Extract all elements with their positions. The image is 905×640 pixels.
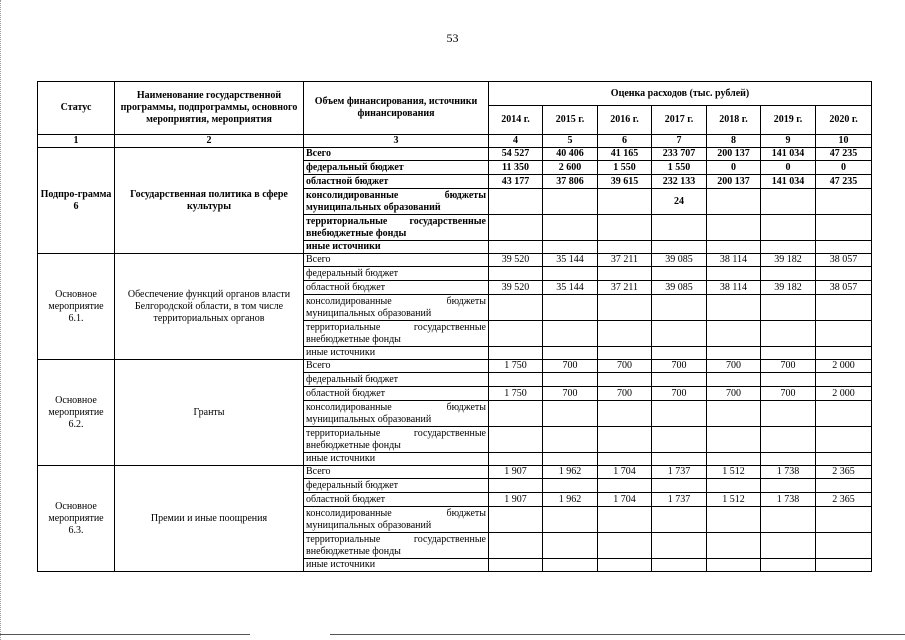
value-cell [761, 479, 816, 493]
value-cell [652, 427, 707, 453]
value-cell: 700 [598, 360, 652, 373]
value-cell [598, 401, 652, 427]
table-body [38, 148, 872, 572]
value-cell [543, 295, 598, 321]
value-cell: 35 144 [543, 254, 598, 267]
value-cell: 141 034 [761, 175, 816, 189]
value-cell: 700 [598, 387, 652, 401]
source-label-line: областной бюджет [306, 175, 389, 187]
value-cell: 47 235 [816, 148, 872, 161]
source-label-line: территориальные государственные [306, 321, 486, 333]
value-cell [816, 347, 872, 360]
value-cell: 1 738 [761, 466, 816, 479]
header-year: 2015 г. [543, 106, 598, 135]
value-cell [489, 295, 543, 321]
left-scan-edge [0, 0, 2, 640]
value-cell [598, 295, 652, 321]
source-label-line: областной бюджет [306, 281, 386, 293]
value-cell [816, 533, 872, 559]
source-label-line: территориальные государственные [306, 533, 486, 545]
value-cell: 2 000 [816, 387, 872, 401]
value-cell [543, 479, 598, 493]
col-number: 4 [489, 135, 543, 148]
source-label [304, 189, 489, 215]
value-cell [652, 241, 707, 254]
value-cell: 200 137 [707, 148, 761, 161]
source-label [304, 347, 489, 360]
source-label [304, 215, 489, 241]
source-label-line: областной бюджет [306, 493, 386, 505]
source-label-line: федеральный бюджет [306, 373, 399, 385]
value-cell [543, 321, 598, 347]
value-cell: 1 737 [652, 466, 707, 479]
table-row [38, 254, 872, 267]
value-cell [816, 479, 872, 493]
value-cell [543, 401, 598, 427]
value-cell: 39 520 [489, 254, 543, 267]
source-label-line: территориальные государственные [306, 427, 486, 439]
value-cell: 1 704 [598, 466, 652, 479]
header-year: 2019 г. [761, 106, 816, 135]
value-cell [761, 267, 816, 281]
value-cell [707, 347, 761, 360]
value-cell [489, 321, 543, 347]
col-number: 7 [652, 135, 707, 148]
header-year: 2016 г. [598, 106, 652, 135]
value-cell [489, 559, 543, 572]
value-cell: 700 [652, 360, 707, 373]
value-cell: 1 550 [598, 161, 652, 175]
value-cell [761, 189, 816, 215]
value-cell [816, 559, 872, 572]
value-cell [598, 479, 652, 493]
value-cell [652, 401, 707, 427]
value-cell [543, 533, 598, 559]
value-cell: 232 133 [652, 175, 707, 189]
row-status: Основное мероприятие 6.3. [38, 466, 115, 572]
value-cell [489, 241, 543, 254]
value-cell [761, 507, 816, 533]
value-cell [707, 241, 761, 254]
value-cell [707, 453, 761, 466]
source-label [304, 466, 489, 479]
value-cell [598, 267, 652, 281]
source-label [304, 360, 489, 373]
source-label [304, 267, 489, 281]
col-number: 3 [304, 135, 489, 148]
value-cell [707, 479, 761, 493]
value-cell: 35 144 [543, 281, 598, 295]
value-cell: 24 [652, 189, 707, 215]
value-cell: 54 527 [489, 148, 543, 161]
value-cell [761, 453, 816, 466]
table-row [38, 148, 872, 161]
value-cell [543, 189, 598, 215]
source-label-line: Всего [306, 466, 331, 477]
value-cell: 1 750 [489, 360, 543, 373]
source-label [304, 241, 489, 254]
value-cell: 1 962 [543, 493, 598, 507]
source-label-line: Всего [306, 148, 331, 159]
value-cell [816, 453, 872, 466]
header-year: 2018 г. [707, 106, 761, 135]
value-cell: 2 365 [816, 466, 872, 479]
row-name: Государственная политика в сфере культуры [115, 148, 304, 254]
col-number: 9 [761, 135, 816, 148]
value-cell: 38 114 [707, 281, 761, 295]
value-cell [761, 321, 816, 347]
value-cell [598, 241, 652, 254]
value-cell [707, 321, 761, 347]
value-cell: 700 [761, 360, 816, 373]
value-cell [816, 189, 872, 215]
value-cell [652, 373, 707, 387]
value-cell [652, 215, 707, 241]
value-cell: 47 235 [816, 175, 872, 189]
source-label-line: консолидированные бюджеты [306, 507, 486, 519]
value-cell: 0 [761, 161, 816, 175]
value-cell: 41 165 [598, 148, 652, 161]
source-label-line: муниципальных образований [306, 413, 432, 425]
source-label-line: консолидированные бюджеты [306, 295, 486, 307]
source-label-line: Всего [306, 360, 331, 371]
value-cell: 0 [707, 161, 761, 175]
value-cell [489, 267, 543, 281]
value-cell [652, 295, 707, 321]
value-cell [489, 427, 543, 453]
source-label [304, 559, 489, 572]
value-cell [816, 295, 872, 321]
value-cell: 1 550 [652, 161, 707, 175]
value-cell [816, 321, 872, 347]
source-label-line: областной бюджет [306, 387, 386, 399]
source-label [304, 373, 489, 387]
header-name: Наименование государственной программы, подпрограммы, основного мероприятия, мероприятия [115, 82, 304, 135]
value-cell [652, 507, 707, 533]
source-label-line: иные источники [306, 241, 381, 252]
value-cell [543, 267, 598, 281]
source-label [304, 281, 489, 295]
source-label [304, 453, 489, 466]
value-cell [598, 507, 652, 533]
source-label-line: муниципальных образований [306, 519, 432, 531]
value-cell: 700 [652, 387, 707, 401]
source-label-line: территориальные государственные [306, 215, 486, 227]
header-status: Статус [38, 82, 115, 135]
value-cell: 1 512 [707, 466, 761, 479]
source-label [304, 254, 489, 267]
col-number: 6 [598, 135, 652, 148]
bottom-scan-edge-left [0, 634, 250, 635]
value-cell: 39 520 [489, 281, 543, 295]
column-numbers-row [38, 135, 872, 148]
value-cell [543, 507, 598, 533]
source-label [304, 175, 489, 189]
value-cell [598, 533, 652, 559]
col-number: 1 [38, 135, 115, 148]
value-cell: 39 182 [761, 281, 816, 295]
value-cell [543, 347, 598, 360]
value-cell [761, 295, 816, 321]
value-cell [761, 373, 816, 387]
value-cell [543, 215, 598, 241]
value-cell: 43 177 [489, 175, 543, 189]
source-label [304, 148, 489, 161]
value-cell [707, 189, 761, 215]
row-name: Премии и иные поощрения [115, 466, 304, 572]
value-cell [761, 533, 816, 559]
value-cell [707, 427, 761, 453]
value-cell [598, 189, 652, 215]
value-cell [707, 507, 761, 533]
value-cell [707, 267, 761, 281]
value-cell: 1 962 [543, 466, 598, 479]
source-label [304, 161, 489, 175]
value-cell: 39 085 [652, 281, 707, 295]
value-cell [598, 321, 652, 347]
value-cell [816, 241, 872, 254]
value-cell [816, 507, 872, 533]
value-cell [489, 507, 543, 533]
table-header [38, 82, 872, 148]
value-cell [598, 215, 652, 241]
source-label-line: муниципальных образований [306, 201, 441, 213]
row-status: Основное мероприятие 6.2. [38, 360, 115, 466]
value-cell: 38 057 [816, 281, 872, 295]
value-cell [652, 533, 707, 559]
value-cell [598, 559, 652, 572]
value-cell [543, 373, 598, 387]
header-year: 2017 г. [652, 106, 707, 135]
source-label [304, 321, 489, 347]
value-cell [761, 427, 816, 453]
value-cell: 141 034 [761, 148, 816, 161]
value-cell [761, 215, 816, 241]
value-cell [707, 373, 761, 387]
header-volume: Объем финансирования, источники финансирования [304, 82, 489, 135]
value-cell [489, 453, 543, 466]
value-cell [543, 427, 598, 453]
value-cell: 700 [761, 387, 816, 401]
value-cell [652, 479, 707, 493]
col-number: 5 [543, 135, 598, 148]
value-cell: 39 085 [652, 254, 707, 267]
value-cell [489, 533, 543, 559]
value-cell: 11 350 [489, 161, 543, 175]
source-label-line: внебюджетные фонды [306, 227, 407, 239]
value-cell: 700 [707, 360, 761, 373]
value-cell: 1 907 [489, 466, 543, 479]
value-cell [816, 401, 872, 427]
value-cell [543, 241, 598, 254]
source-label-line: иные источники [306, 453, 376, 464]
value-cell [489, 479, 543, 493]
value-cell: 700 [543, 360, 598, 373]
value-cell: 39 615 [598, 175, 652, 189]
col-number: 2 [115, 135, 304, 148]
value-cell [707, 295, 761, 321]
value-cell: 1 738 [761, 493, 816, 507]
header-estimate: Оценка расходов (тыс. рублей) [489, 82, 872, 106]
source-label-line: внебюджетные фонды [306, 333, 401, 345]
value-cell [816, 215, 872, 241]
value-cell [707, 533, 761, 559]
source-label-line: федеральный бюджет [306, 161, 404, 173]
value-cell [761, 241, 816, 254]
source-label-line: внебюджетные фонды [306, 439, 401, 451]
source-label-line: федеральный бюджет [306, 479, 399, 491]
row-name: Гранты [115, 360, 304, 466]
value-cell [652, 267, 707, 281]
source-label [304, 507, 489, 533]
value-cell: 1 907 [489, 493, 543, 507]
row-name: Обеспечение функций органов власти Белгородской области, в том числе территориальных органов [115, 254, 304, 360]
source-label-line: Всего [306, 254, 331, 265]
value-cell: 2 365 [816, 493, 872, 507]
col-number: 8 [707, 135, 761, 148]
value-cell: 2 600 [543, 161, 598, 175]
source-label-line: иные источники [306, 347, 376, 358]
bottom-scan-edge-right [330, 634, 905, 635]
row-status: Основное мероприятие 6.1. [38, 254, 115, 360]
page-number: 53 [446, 31, 459, 45]
value-cell [489, 189, 543, 215]
value-cell [489, 347, 543, 360]
value-cell [598, 373, 652, 387]
value-cell [543, 559, 598, 572]
source-label-line: муниципальных образований [306, 307, 432, 319]
value-cell: 0 [816, 161, 872, 175]
value-cell [761, 347, 816, 360]
value-cell: 700 [707, 387, 761, 401]
source-label-line: федеральный бюджет [306, 267, 399, 279]
value-cell: 40 406 [543, 148, 598, 161]
value-cell: 38 057 [816, 254, 872, 267]
value-cell [489, 401, 543, 427]
table-row [38, 360, 872, 373]
source-label [304, 493, 489, 507]
value-cell [816, 373, 872, 387]
value-cell: 38 114 [707, 254, 761, 267]
value-cell: 1 737 [652, 493, 707, 507]
value-cell [816, 427, 872, 453]
value-cell: 233 707 [652, 148, 707, 161]
value-cell: 2 000 [816, 360, 872, 373]
value-cell [761, 401, 816, 427]
value-cell [652, 347, 707, 360]
value-cell: 700 [543, 387, 598, 401]
value-cell [707, 559, 761, 572]
source-label [304, 533, 489, 559]
row-status: Подпро-грамма 6 [38, 148, 115, 254]
col-number: 10 [816, 135, 872, 148]
source-label [304, 401, 489, 427]
source-label-line: внебюджетные фонды [306, 545, 401, 557]
header-year: 2014 г. [489, 106, 543, 135]
value-cell [816, 267, 872, 281]
value-cell [652, 321, 707, 347]
value-cell [761, 559, 816, 572]
value-cell [652, 453, 707, 466]
financing-table [37, 81, 872, 572]
source-label [304, 387, 489, 401]
source-label-line: консолидированные бюджеты [306, 189, 486, 201]
value-cell [598, 427, 652, 453]
value-cell: 37 211 [598, 281, 652, 295]
table-row [38, 466, 872, 479]
header-year: 2020 г. [816, 106, 872, 135]
value-cell: 1 750 [489, 387, 543, 401]
value-cell: 39 182 [761, 254, 816, 267]
value-cell [543, 453, 598, 466]
value-cell [652, 559, 707, 572]
source-label [304, 479, 489, 493]
value-cell [489, 373, 543, 387]
value-cell [707, 215, 761, 241]
source-label [304, 295, 489, 321]
value-cell [598, 453, 652, 466]
source-label-line: консолидированные бюджеты [306, 401, 486, 413]
value-cell: 37 806 [543, 175, 598, 189]
value-cell: 1 704 [598, 493, 652, 507]
value-cell: 200 137 [707, 175, 761, 189]
value-cell [489, 215, 543, 241]
value-cell: 37 211 [598, 254, 652, 267]
value-cell [598, 347, 652, 360]
source-label [304, 427, 489, 453]
value-cell [707, 401, 761, 427]
source-label-line: иные источники [306, 559, 376, 570]
value-cell: 1 512 [707, 493, 761, 507]
